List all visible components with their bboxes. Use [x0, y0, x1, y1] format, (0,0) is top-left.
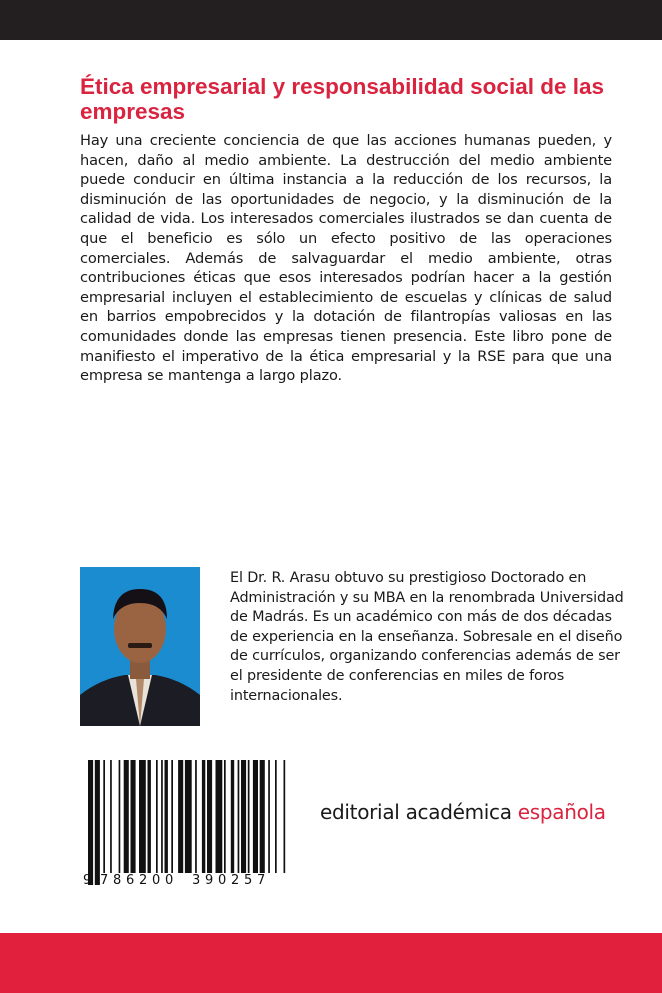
barcode-bar: [268, 760, 270, 873]
barcode-bar: [231, 760, 234, 873]
isbn-digit: 0: [152, 873, 161, 885]
isbn-digit: 9: [83, 873, 92, 885]
isbn-digit: 6: [126, 873, 135, 885]
isbn-digit: 0: [165, 873, 174, 885]
isbn-digit: 5: [244, 873, 253, 885]
barcode-bar: [195, 760, 197, 873]
barcode-bar: [171, 760, 173, 873]
isbn-digit: 3: [192, 873, 201, 885]
barcode-bar: [156, 760, 158, 873]
barcode-bar: [95, 760, 100, 885]
barcode-bar: [260, 760, 265, 873]
barcode-bar: [88, 760, 93, 885]
book-description: Hay una creciente conciencia de que las acciones humanas pueden, y hacen, daño al medio ambiente. La destrucción del medio ambiente puede conducir en última instancia a la reducción de los recursos, la disminución de las oportunidades de negocio, y la disminución de la calidad de vida. Los interesados comerciales ilustrados se dan cuenta de que el beneficio es sólo un efecto positivo de las operaciones comerciales. Además de salvaguardar el medio ambiente, otras contribuciones éticas que esos interesados podrían hacer a la gestión empresarial incluyen el establecimiento de escuelas y clínicas de salud en barrios empobrecidos y la dotación de filantropías valiosas en las comunidades donde las empresas tienen presencia. Este libro pone de manifiesto el imperativo de la ética empresarial y la RSE para que una empresa se mantenga a largo plazo.: [80, 132, 612, 385]
barcode-bar: [248, 760, 250, 873]
isbn-barcode: [80, 760, 292, 885]
barcode-bar: [165, 760, 168, 873]
barcode-bar: [131, 760, 136, 873]
barcode-bar: [178, 760, 183, 873]
barcode-bar: [253, 760, 258, 873]
publisher-logo: [320, 800, 606, 824]
barcode-bar: [119, 760, 121, 873]
barcode-bar: [241, 760, 246, 873]
barcode-bar: [238, 760, 240, 873]
isbn-digit: 2: [231, 873, 240, 885]
barcode-bar: [110, 760, 112, 873]
isbn-digit: 2: [139, 873, 148, 885]
book-title: Ética empresarial y responsabilidad social de las empresas: [80, 74, 604, 124]
barcode-bar: [103, 760, 105, 873]
barcode-bar: [275, 760, 277, 873]
top-bar: [0, 0, 662, 40]
isbn-digit: 8: [113, 873, 122, 885]
barcode-bar: [224, 760, 226, 873]
isbn-digit: 0: [218, 873, 227, 885]
barcode-bar: [124, 760, 129, 873]
barcode-bar: [139, 760, 146, 873]
barcode-bar: [148, 760, 151, 873]
barcode-bar: [284, 760, 286, 873]
barcode-bar: [161, 760, 163, 873]
barcode-bar: [185, 760, 192, 873]
isbn-digit: 7: [100, 873, 109, 885]
author-photo: [80, 567, 200, 726]
barcode-bar: [216, 760, 223, 873]
barcode-bar: [207, 760, 212, 873]
author-bio: El Dr. R. Arasu obtuvo su prestigioso Doctorado en Administración y su MBA en la renombrada Universidad de Madrás. Es un académico con más de dos décadas de experiencia en la enseñanza. Sobresale en el diseño de currículos, organizando conferencias además de ser el presidente de conferencias en miles de foros internacionales.: [230, 570, 624, 704]
bottom-bar: [0, 933, 662, 993]
isbn-digit: 7: [257, 873, 266, 885]
publisher-name-accent: española: [517, 800, 606, 824]
isbn-digit: 9: [205, 873, 214, 885]
barcode-bar: [202, 760, 205, 873]
publisher-name: editorial académica: [320, 800, 512, 824]
